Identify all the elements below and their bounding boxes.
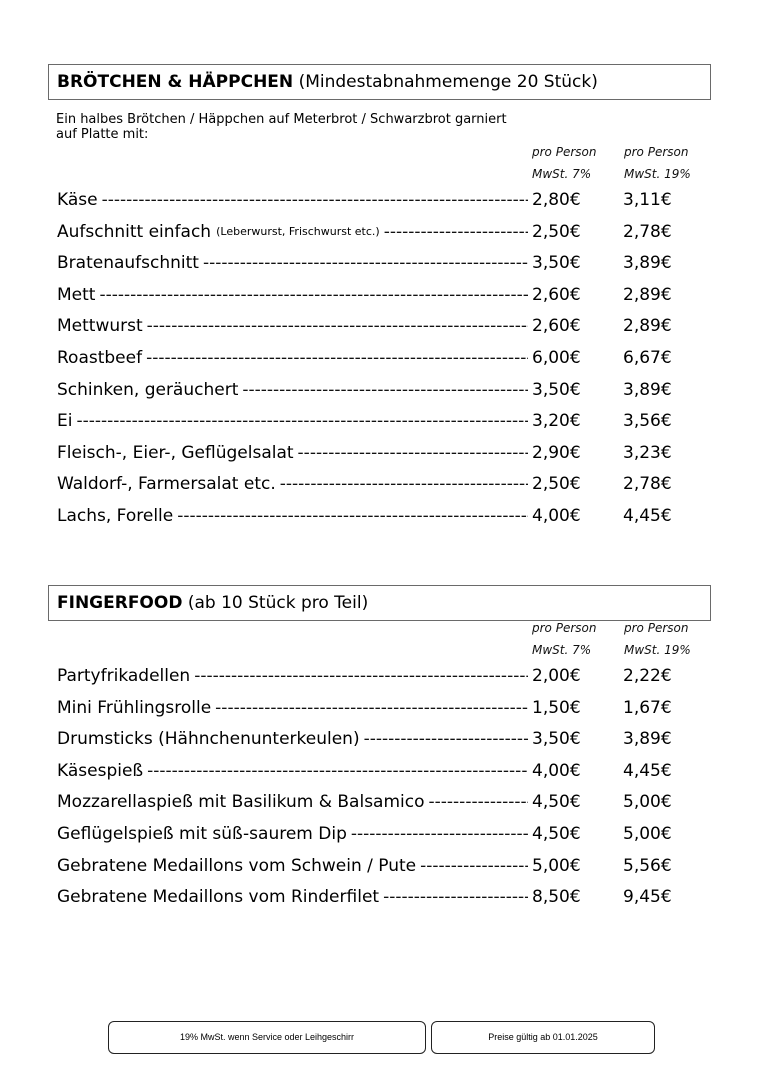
item-name: Partyfrikadellen — [57, 666, 191, 686]
dotted-leader — [99, 284, 528, 306]
dotted-leader — [384, 221, 528, 243]
item-name-with-leader — [57, 855, 528, 877]
price-19-percent: 4,45€ — [623, 760, 672, 781]
price-19-percent: 6,67€ — [623, 348, 672, 368]
column-header-19-line1: pro Person — [624, 145, 689, 159]
item-name-with-leader — [57, 697, 528, 719]
item-name-with-leader — [57, 473, 528, 495]
item-name: Waldorf-, Farmersalat etc. — [57, 474, 276, 495]
item-name: Käse — [57, 190, 98, 210]
section-subtitle: (Mindestabnahmemenge 20 Stück) — [298, 72, 598, 92]
price-7-percent: 5,00€ — [532, 855, 581, 876]
dotted-leader — [194, 665, 528, 687]
price-19-percent: 2,22€ — [623, 666, 672, 686]
price-7-percent: 2,50€ — [532, 474, 581, 495]
dotted-leader — [383, 886, 528, 908]
item-name-with-leader — [57, 886, 528, 908]
item-name: Mettwurst — [57, 316, 143, 337]
price-7-percent: 3,50€ — [532, 729, 581, 750]
price-19-percent: 3,23€ — [623, 442, 672, 463]
item-name-with-leader — [57, 284, 528, 306]
price-7-percent: 6,00€ — [532, 348, 581, 368]
price-19-percent: 4,45€ — [623, 506, 672, 526]
item-name-with-leader — [57, 347, 528, 369]
item-name: Lachs, Forelle — [57, 506, 174, 526]
price-19-percent: 2,89€ — [623, 284, 672, 305]
section-title: FINGERFOOD — [57, 593, 183, 613]
item-name: Fleisch-, Eier-, Geflügelsalat — [57, 442, 294, 463]
item-name: Bratenaufschnitt — [57, 253, 199, 274]
price-19-percent: 3,89€ — [623, 379, 672, 400]
dotted-leader — [215, 697, 528, 719]
price-19-percent: 3,89€ — [623, 253, 672, 274]
dotted-leader — [203, 252, 528, 274]
dotted-leader — [298, 442, 528, 464]
column-header-19-line2: MwSt. 19% — [624, 167, 691, 181]
item-name-with-leader — [57, 823, 528, 845]
item-name-with-leader — [57, 791, 528, 813]
item-name-with-leader — [57, 221, 528, 243]
dotted-leader — [102, 189, 528, 211]
price-7-percent: 3,50€ — [532, 253, 581, 274]
section-header-fingerfood — [48, 585, 711, 621]
item-name-with-leader — [57, 252, 528, 274]
column-header-7-line1: pro Person — [532, 145, 597, 159]
price-7-percent: 8,50€ — [532, 887, 581, 908]
dotted-leader — [146, 347, 528, 369]
intro-line-2: auf Platte mit: — [56, 127, 149, 142]
price-7-percent: 2,60€ — [532, 316, 581, 337]
price-7-percent: 1,50€ — [532, 697, 581, 718]
price-7-percent: 4,00€ — [532, 760, 581, 781]
item-name-with-leader — [57, 379, 528, 401]
item-name-with-leader — [57, 505, 528, 527]
item-name-with-leader — [57, 315, 528, 337]
item-name: Gebratene Medaillons vom Schwein / Pute — [57, 855, 417, 876]
section-subtitle: (ab 10 Stück pro Teil) — [187, 593, 369, 613]
price-19-percent: 3,11€ — [623, 190, 672, 210]
price-7-percent: 4,50€ — [532, 824, 581, 844]
column-header-7-line1: pro Person — [532, 621, 597, 635]
dotted-leader — [364, 728, 528, 750]
item-name: Mett — [57, 284, 96, 305]
price-7-percent: 2,00€ — [532, 666, 581, 686]
price-19-percent: 5,00€ — [623, 792, 672, 813]
dotted-leader — [76, 410, 528, 432]
price-19-percent: 2,78€ — [623, 221, 672, 242]
item-name: Ei — [57, 411, 73, 432]
footer-vat-note: 19% MwSt. wenn Service oder Leihgeschirr — [108, 1021, 426, 1054]
price-7-percent: 4,50€ — [532, 792, 581, 813]
item-name-with-leader — [57, 442, 528, 464]
item-name-with-leader — [57, 189, 528, 211]
item-name: Schinken, geräuchert — [57, 379, 239, 400]
intro-line-1: Ein halbes Brötchen / Häppchen auf Meterbrot / Schwarzbrot garniert — [56, 112, 507, 127]
footer-validity-note: Preise gültig ab 01.01.2025 — [431, 1021, 655, 1054]
price-7-percent: 3,20€ — [532, 411, 581, 432]
dotted-leader — [147, 760, 528, 782]
dotted-leader — [147, 315, 528, 337]
dotted-leader — [280, 473, 528, 495]
price-7-percent: 4,00€ — [532, 506, 581, 526]
section-title: BRÖTCHEN & HÄPPCHEN — [57, 72, 294, 92]
item-name-with-leader — [57, 410, 528, 432]
dotted-leader — [242, 379, 528, 401]
price-7-percent: 2,90€ — [532, 442, 581, 463]
dotted-leader — [420, 855, 528, 877]
item-name-with-leader — [57, 760, 528, 782]
price-7-percent: 2,80€ — [532, 190, 581, 210]
price-7-percent: 2,50€ — [532, 221, 581, 242]
column-header-19-line1: pro Person — [624, 621, 689, 635]
item-name: Roastbeef — [57, 348, 143, 368]
column-header-19-line2: MwSt. 19% — [624, 643, 691, 657]
dotted-leader — [429, 791, 528, 813]
item-name: Mozzarellaspieß mit Basilikum & Balsamico — [57, 792, 425, 813]
item-name-with-leader — [57, 665, 528, 687]
price-19-percent: 5,00€ — [623, 824, 672, 844]
item-name: Mini Frühlingsrolle — [57, 697, 212, 718]
column-header-7-line2: MwSt. 7% — [532, 643, 592, 657]
item-name: Käsespieß — [57, 760, 144, 781]
item-name: Geflügelspieß mit süß-saurem Dip — [57, 824, 347, 844]
column-header-7-line2: MwSt. 7% — [532, 167, 592, 181]
price-7-percent: 2,60€ — [532, 284, 581, 305]
item-name: Gebratene Medaillons vom Rinderfilet — [57, 887, 380, 908]
price-7-percent: 3,50€ — [532, 379, 581, 400]
price-19-percent: 2,78€ — [623, 474, 672, 495]
price-19-percent: 9,45€ — [623, 887, 672, 908]
item-name: Aufschnitt einfach — [57, 221, 212, 242]
item-note: (Leberwurst, Frischwurst etc.) — [216, 224, 380, 238]
price-19-percent: 5,56€ — [623, 855, 672, 876]
section-header-broetchen — [48, 64, 711, 100]
price-19-percent: 3,56€ — [623, 411, 672, 432]
item-name: Drumsticks (Hähnchenunterkeulen) — [57, 729, 360, 750]
dotted-leader — [177, 505, 528, 527]
dotted-leader — [351, 823, 528, 845]
item-name-with-leader — [57, 728, 528, 750]
price-19-percent: 3,89€ — [623, 729, 672, 750]
price-19-percent: 1,67€ — [623, 697, 672, 718]
price-19-percent: 2,89€ — [623, 316, 672, 337]
